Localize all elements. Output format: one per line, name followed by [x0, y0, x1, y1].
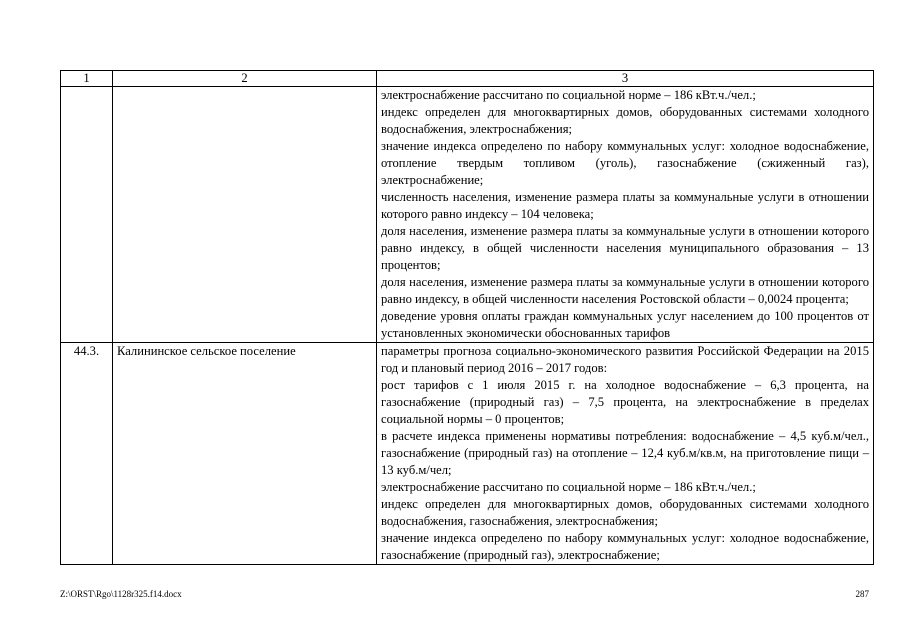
row-number: 44.3. [61, 343, 113, 565]
parameter-item: доля населения, изменение размера платы за коммунальные услуги в отношении которого равно индексу, в общей численности населения муниципального образования – 13 процентов; [381, 224, 869, 272]
parameter-item: индекс определен для многоквартирных домов, оборудованных системами холодного водоснабжения, электроснабжения; [381, 105, 869, 136]
header-col-1: 1 [61, 71, 113, 87]
row-municipality-name: Калининское сельское поселение [113, 343, 377, 565]
row-number [61, 87, 113, 343]
parameter-item: численность населения, изменение размера платы за коммунальные услуги в отношении которого равно индексу – 104 человека; [381, 190, 869, 221]
row-municipality-name [113, 87, 377, 343]
parameter-item: доля населения, изменение размера платы за коммунальные услуги в отношении которого равно индексу, в общей численности населения Ростовской области – 0,0024 процента; [381, 275, 869, 306]
parameter-item: значение индекса определено по набору коммунальных услуг: холодное водоснабжение, газоснабжение (природный газ), электроснабжение; [381, 531, 869, 562]
table-header-row [61, 71, 874, 87]
row-parameters [377, 87, 874, 343]
parameter-item: параметры прогноза социально-экономического развития Российской Федерации на 2015 год и плановый период 2016 – 2017 годов: [381, 344, 869, 375]
footer-page-number: 287 [855, 589, 869, 599]
parameter-item: индекс определен для многоквартирных домов, оборудованных системами холодного водоснабжения, газоснабжения, электроснабжения; [381, 497, 869, 528]
parameter-item: значение индекса определено по набору коммунальных услуг: холодное водоснабжение, отопление твердым топливом (уголь), газоснабжение (сжиженный газ), электроснабжение; [381, 139, 869, 187]
parameter-item: электроснабжение рассчитано по социальной норме – 186 кВт.ч./чел.; [381, 480, 756, 494]
parameter-item: в расчете индекса применены нормативы потребления: водоснабжение – 4,5 куб.м/чел., газоснабжение (природный газ) на отопление – 12,4 куб.м/кв.м, на приготовление пищи – 13 куб.м/чел; [381, 429, 869, 477]
parameter-item: доведение уровня оплаты граждан коммунальных услуг населением до 100 процентов от установленных экономически обоснованных тарифов [381, 309, 869, 340]
header-col-3: 3 [377, 71, 874, 87]
footer-file-path: Z:\ORST\Rgo\1128r325.f14.docx [60, 589, 182, 599]
table-row [61, 343, 874, 565]
document-table [60, 70, 874, 565]
parameter-item: электроснабжение рассчитано по социальной норме – 186 кВт.ч./чел.; [381, 88, 756, 102]
row-parameters [377, 343, 874, 565]
header-col-2: 2 [113, 71, 377, 87]
table-row [61, 87, 874, 343]
parameter-item: рост тарифов с 1 июля 2015 г. на холодное водоснабжение – 6,3 процента, на газоснабжение (природный газ) – 7,5 процента, на электроснабжение в пределах социальной нормы – 0 процентов; [381, 378, 869, 426]
